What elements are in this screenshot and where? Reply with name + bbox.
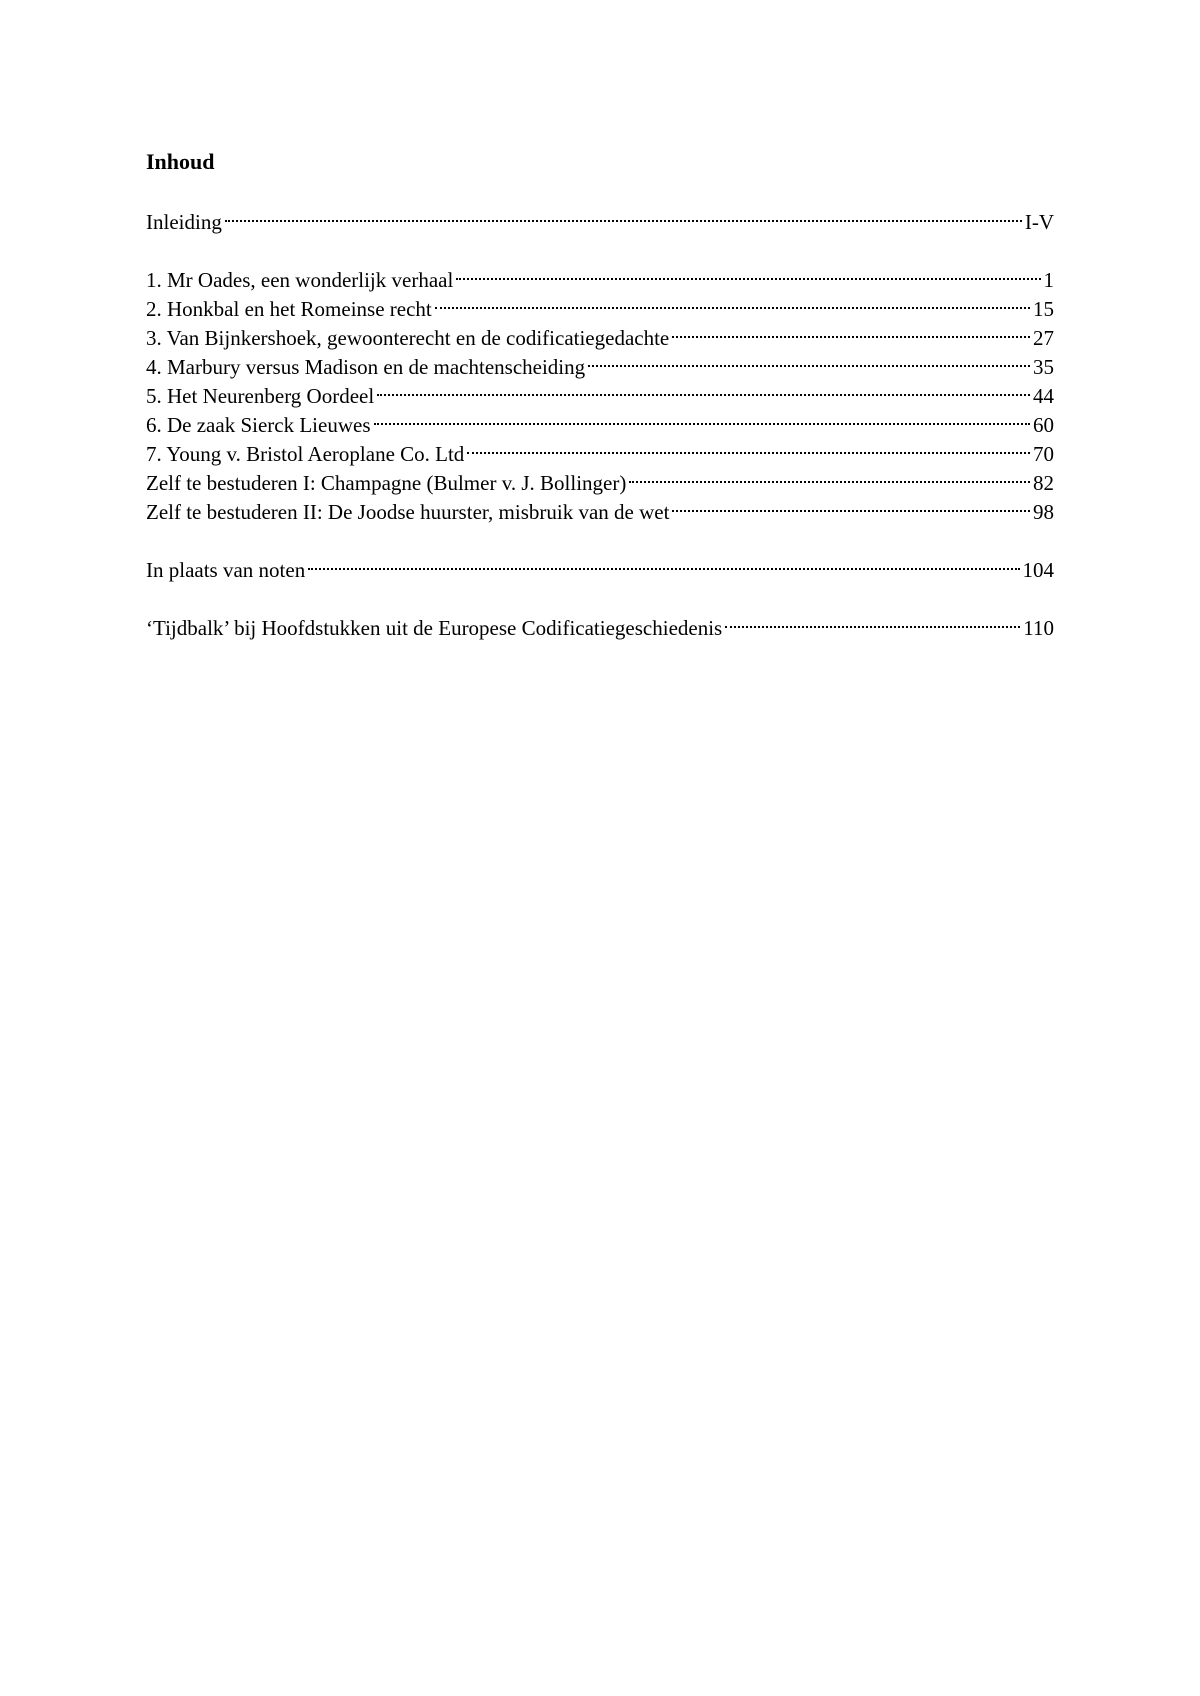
toc-dot-leader (725, 606, 1020, 635)
toc-entry-page: 60 (1033, 413, 1054, 437)
toc-entry-label: In plaats van noten (146, 558, 306, 582)
toc-dot-leader (308, 548, 1019, 577)
toc-entry-page: 110 (1023, 616, 1054, 640)
toc-dot-leader (225, 200, 1022, 229)
toc-entry (146, 548, 1054, 582)
toc-entry (146, 606, 1054, 640)
toc-entry-label: 5. Het Neurenberg Oordeel (146, 384, 375, 408)
toc-group-notes (146, 548, 1054, 582)
toc-entry-page: 82 (1033, 471, 1054, 495)
toc-entry-label: ‘Tijdbalk’ bij Hoofdstukken uit de Europese Codificatiegeschiedenis (146, 616, 723, 640)
toc-entry-page: 104 (1022, 558, 1054, 582)
toc-entry-label: 2. Honkbal en het Romeinse recht (146, 297, 432, 321)
toc-entry-page: 27 (1033, 326, 1054, 350)
toc-entry-label: Inleiding (146, 210, 222, 234)
toc-entry-page: 70 (1033, 442, 1054, 466)
toc-entry-label: 4. Marbury versus Madison en de machtenscheiding (146, 355, 586, 379)
toc-entry-page: 1 (1043, 268, 1054, 292)
toc-entry (146, 200, 1054, 234)
toc-entry-page: 44 (1033, 384, 1054, 408)
toc-entry-page: I-V (1024, 210, 1054, 234)
toc-dot-leader (672, 490, 1030, 519)
toc-title: Inhoud (146, 149, 215, 174)
toc-dot-leader (456, 258, 1040, 287)
toc-dot-leader (629, 461, 1030, 490)
document-page (146, 146, 1054, 664)
toc-group-chapters (146, 258, 1054, 524)
toc-dot-leader (467, 432, 1030, 461)
toc-entry-label: Zelf te bestuderen II: De Joodse huurster, misbruik van de wet (146, 500, 670, 524)
toc-dot-leader (374, 403, 1031, 432)
toc-entry (146, 258, 1054, 292)
toc-entry-label: Zelf te bestuderen I: Champagne (Bulmer v. J. Bollinger) (146, 471, 627, 495)
toc-group-timeline (146, 606, 1054, 640)
toc-entry-page: 35 (1033, 355, 1054, 379)
toc-group-introduction (146, 200, 1054, 234)
toc-dot-leader (377, 374, 1030, 403)
toc-dot-leader (588, 345, 1030, 374)
toc-entry-label: 1. Mr Oades, een wonderlijk verhaal (146, 268, 454, 292)
toc-entry-label: 7. Young v. Bristol Aeroplane Co. Ltd (146, 442, 465, 466)
toc-dot-leader (435, 287, 1030, 316)
toc-entry-page: 98 (1033, 500, 1054, 524)
toc-entry-page: 15 (1033, 297, 1054, 321)
toc-entry-label: 6. De zaak Sierck Lieuwes (146, 413, 371, 437)
toc-dot-leader (672, 316, 1030, 345)
toc-entry-label: 3. Van Bijnkershoek, gewoonterecht en de codificatiegedachte (146, 326, 670, 350)
